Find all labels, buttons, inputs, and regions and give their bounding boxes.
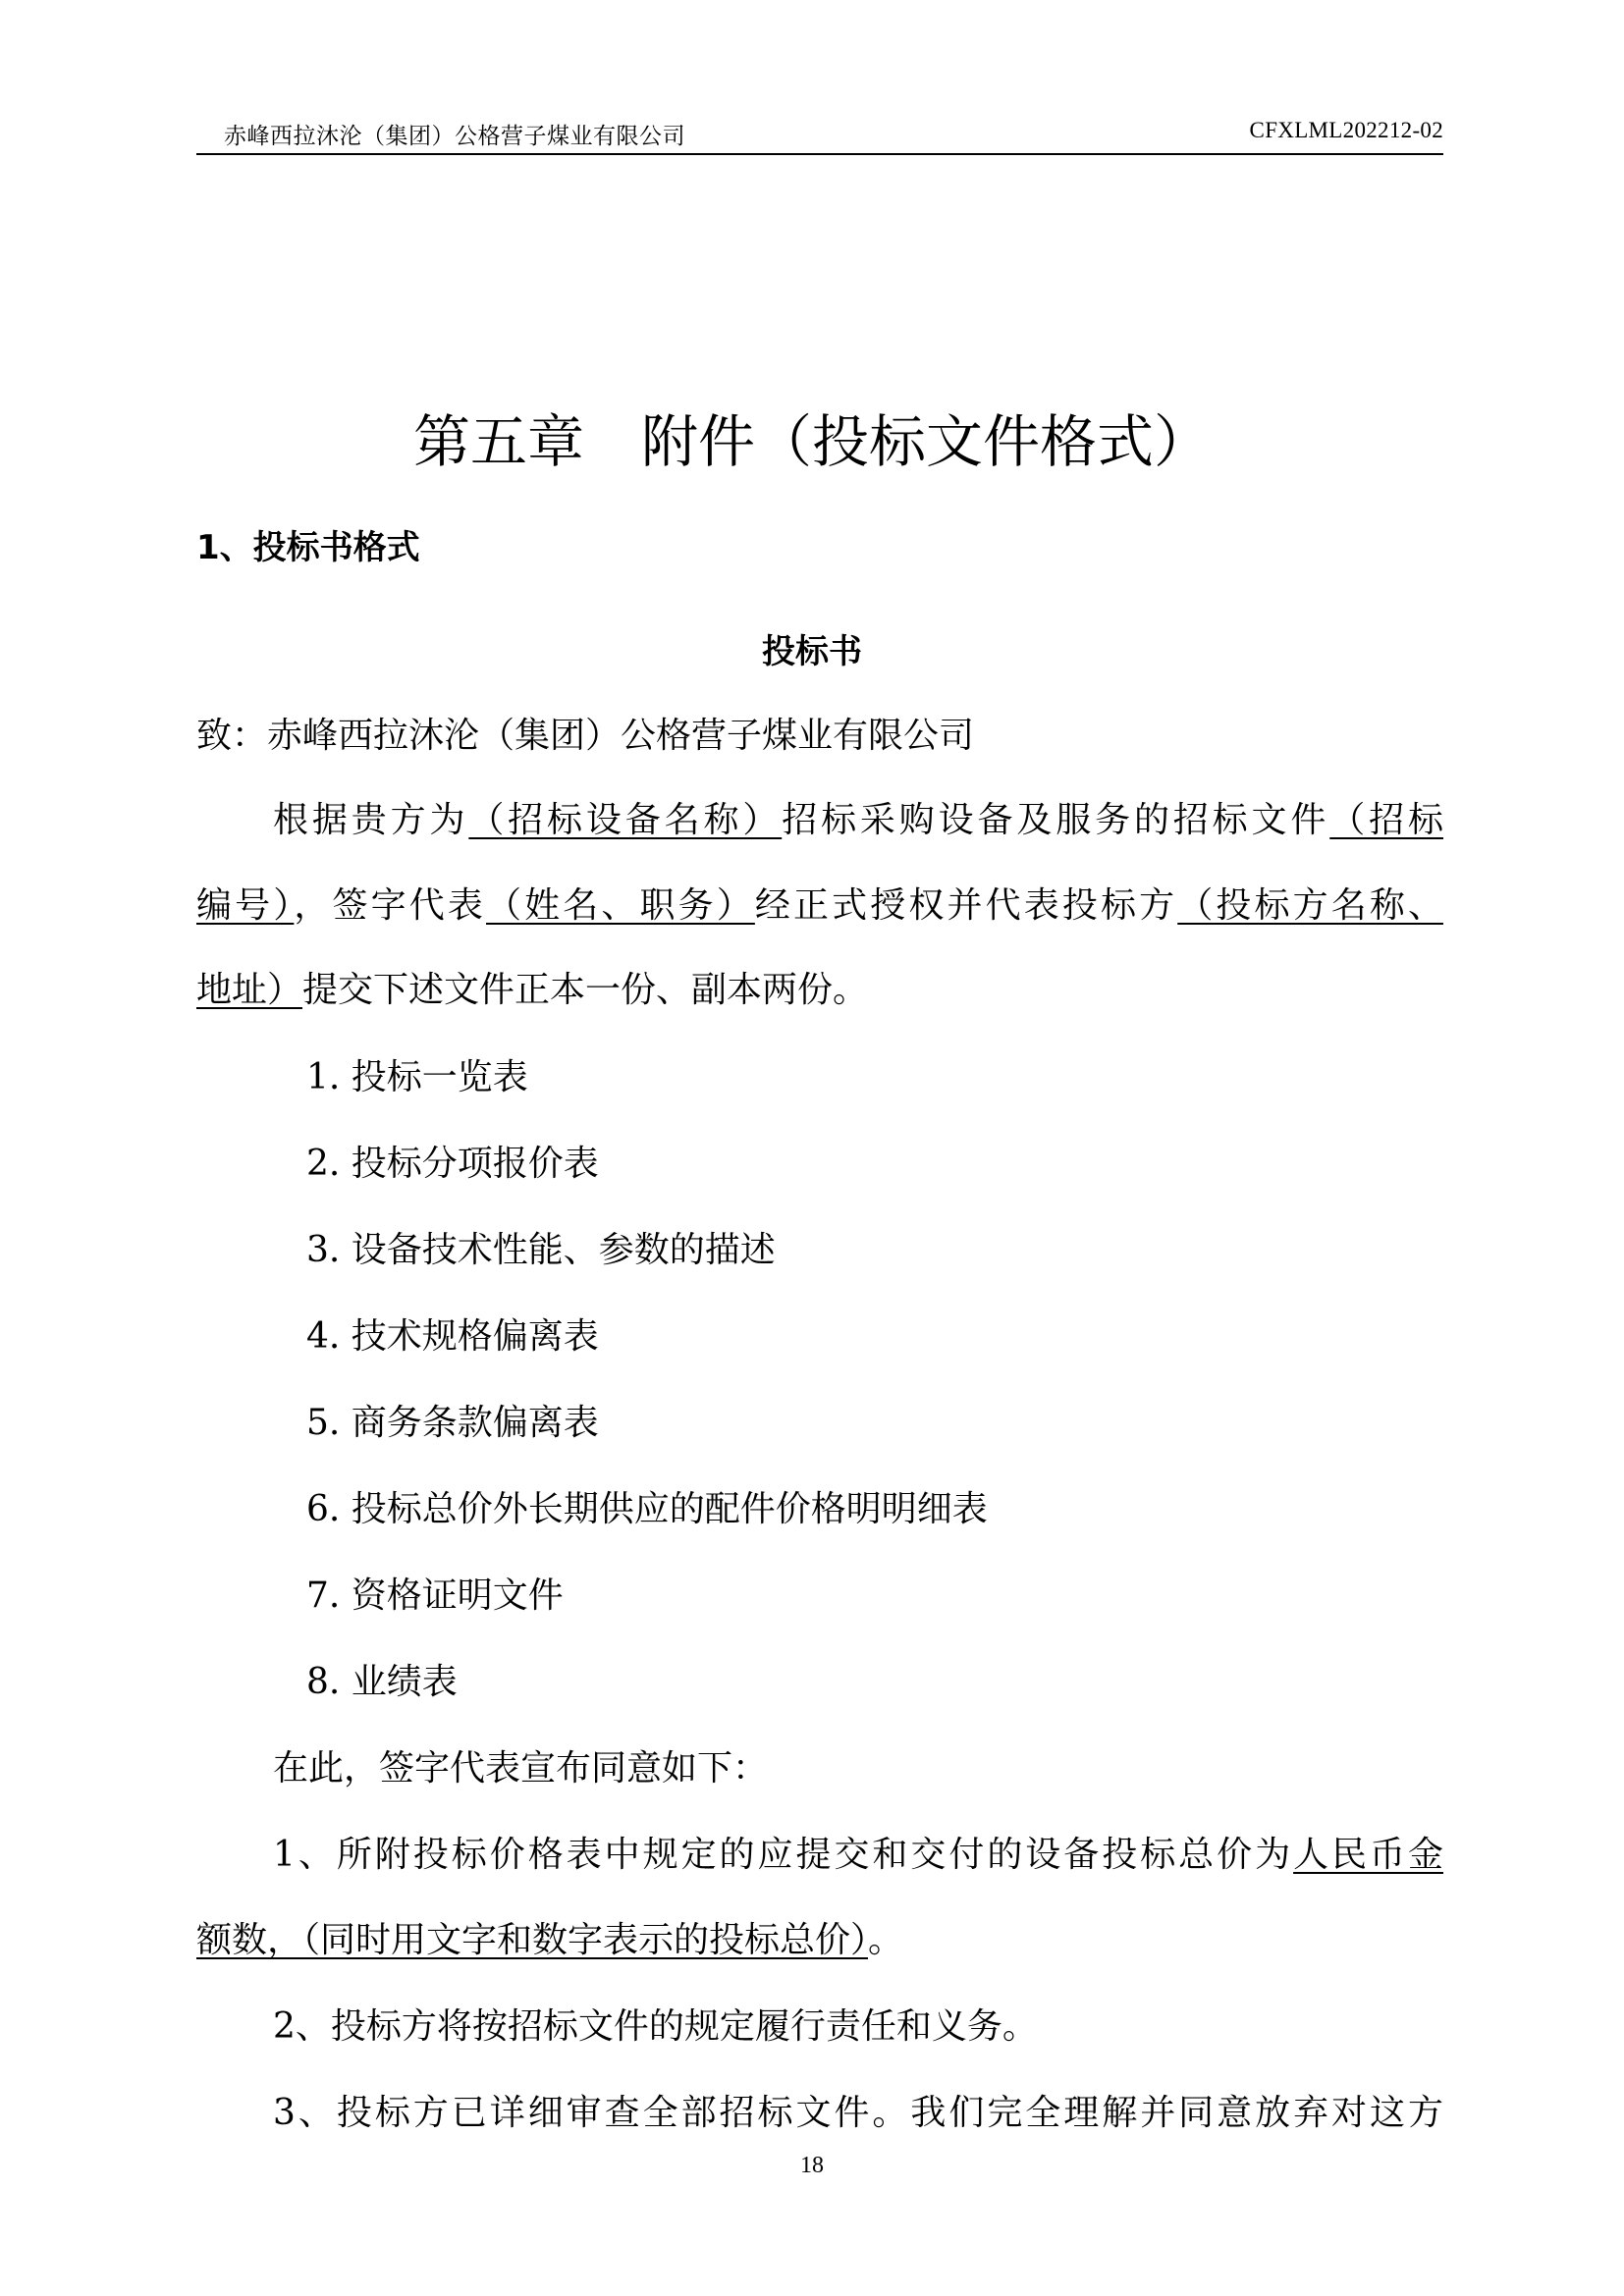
list-item: 7. 资格证明文件 [306, 1575, 564, 1616]
list-item: 1. 投标一览表 [306, 1057, 528, 1097]
clause-2: 2、投标方将按招标文件的规定履行责任和义务。 [273, 2006, 1038, 2047]
section-heading: 1、投标书格式 [196, 528, 420, 567]
intro-text: ，签字代表 [294, 885, 486, 926]
header-company-name: 赤峰西拉沐沦（集团）公格营子煤业有限公司 [224, 124, 685, 148]
placeholder-equipment-name: （招标设备名称） [468, 800, 783, 840]
page-number: 18 [800, 2153, 824, 2178]
chapter-title: 第五章 附件（投标文件格式） [412, 408, 1211, 475]
intro-line-3 [196, 967, 868, 1014]
clause-text: 。 [868, 1920, 904, 1960]
intro-line-1 [273, 797, 1443, 844]
list-item: 2. 投标分项报价表 [306, 1144, 599, 1184]
list-item: 8. 业绩表 [306, 1662, 458, 1702]
page-header [196, 114, 1443, 155]
intro-line-2 [196, 882, 1443, 930]
placeholder-bidder-address: 地址） [196, 970, 303, 1010]
placeholder-bidder-name: （投标方名称、 [1177, 885, 1443, 926]
list-item: 5. 商务条款偏离表 [306, 1403, 599, 1443]
intro-text: 经正式授权并代表投标方 [754, 885, 1178, 926]
placeholder-total-price: 人民币金 [1293, 1835, 1443, 1875]
clause-1-line-2 [196, 1917, 903, 1964]
placeholder-total-price-cont: 额数，（同时用文字和数字表示的投标总价） [196, 1920, 869, 1960]
document-title: 投标书 [762, 632, 862, 671]
intro-text: 招标采购设备及服务的招标文件 [782, 800, 1330, 840]
salutation: 致：赤峰西拉沐沦（集团）公格营子煤业有限公司 [196, 716, 975, 756]
intro-text: 提交下述文件正本一份、副本两份。 [302, 970, 869, 1010]
intro-text: 根据贵方为 [273, 800, 469, 840]
list-item: 4. 技术规格偏离表 [306, 1316, 599, 1357]
header-document-code: CFXLML202212-02 [1249, 118, 1443, 142]
list-item: 6. 投标总价外长期供应的配件价格明明细表 [306, 1489, 988, 1529]
declaration-intro: 在此，签字代表宣布同意如下： [273, 1748, 769, 1789]
placeholder-name-title: （姓名、职务） [486, 885, 755, 926]
clause-1-line-1 [273, 1832, 1443, 1879]
placeholder-tender-number: （招标 [1329, 800, 1443, 840]
clause-3: 3、投标方已详细审查全部招标文件。我们完全理解并同意放弃对这方 [273, 2093, 1443, 2133]
placeholder-tender-number-cont: 编号） [196, 885, 295, 926]
clause-text: 1、所附投标价格表中规定的应提交和交付的设备投标总价为 [273, 1835, 1294, 1875]
list-item: 3. 设备技术性能、参数的描述 [306, 1230, 776, 1270]
